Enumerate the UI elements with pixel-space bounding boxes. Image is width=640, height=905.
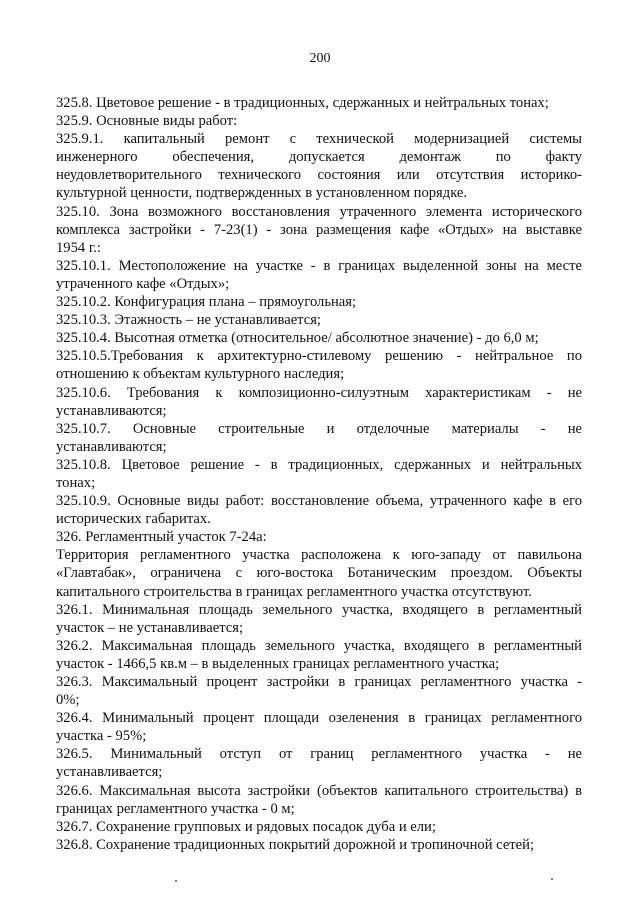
text-line: 325.10. Зона возможного восстановления утраченного элемента исторического	[56, 203, 582, 220]
text-line: культурной ценности, подтвержденных в установленном порядке.	[56, 185, 468, 202]
text-line: 1954 г.:	[56, 239, 101, 256]
text-line: устанавливаются;	[56, 438, 167, 455]
text-line: 325.10.2. Конфигурация плана – прямоугольная;	[56, 294, 357, 311]
text-line: 326.8. Сохранение традиционных покрытий дорожной и тропиночной сетей;	[56, 836, 535, 853]
text-line: 326.5. Минимальный отступ от границ регламентного участка - не	[56, 746, 582, 763]
text-line: 325.9.1. капитальный ремонт с технической модернизацией системы	[56, 131, 582, 148]
text-line: устанавливается;	[56, 764, 163, 781]
text-line: исторических габаритах.	[56, 511, 211, 528]
text-line: участок - 1466,5 кв.м – в выделенных границах регламентного участка;	[56, 655, 500, 672]
text-line: капитального строительства в границах регламентного участка отсутствуют.	[56, 583, 532, 600]
text-line: 325.10.6. Требования к композиционно-силуэтным характеристикам - не	[56, 384, 582, 401]
text-line: Территория регламентного участка расположена к юго-западу от павильона	[56, 547, 582, 564]
text-line: 326.2. Максимальная площадь земельного участка, входящего в регламентный	[56, 637, 582, 654]
scan-speck	[175, 880, 177, 882]
text-line: отношению к объектам культурного наследия;	[56, 366, 345, 383]
text-line: 326.1. Минимальная площадь земельного участка, входящего в регламентный	[56, 601, 582, 618]
text-line: 326.4. Минимальный процент площади озеленения в границах регламентного	[56, 710, 582, 727]
text-line: 325.9. Основные виды работ:	[56, 113, 238, 130]
text-line: 325.10.7. Основные строительные и отделочные материалы - не	[56, 420, 582, 437]
text-line: границах регламентного участка - 0 м;	[56, 800, 295, 817]
document-body	[56, 94, 582, 854]
page-number: 200	[309, 51, 331, 66]
text-line: 325.10.3. Этажность – не устанавливается;	[56, 312, 321, 329]
text-line: участок – не устанавливается;	[56, 619, 244, 636]
text-line: 0%;	[56, 692, 80, 709]
text-line: утраченного кафе «Отдых»;	[56, 275, 230, 292]
text-line: тонах;	[56, 474, 96, 491]
text-line: 325.10.1. Местоположение на участке - в границах выделенной зоны на месте	[56, 257, 582, 274]
text-line: 325.10.5.Требования к архитектурно-стилевому решению - нейтральное по	[56, 348, 582, 365]
text-line: 326. Регламентный участок 7-24а:	[56, 529, 267, 546]
scan-speck	[551, 878, 553, 880]
text-line: 326.3. Максимальный процент застройки в границах регламентного участка -	[56, 674, 582, 690]
text-line: 325.8. Цветовое решение - в традиционных, сдержанных и нейтральных тонах;	[56, 95, 549, 111]
text-line: «Главтабак», ограничена с юго-востока Ботаническим проездом. Объекты	[56, 565, 582, 582]
text-line: 325.10.4. Высотная отметка (относительное/ абсолютное значение) - до 6,0 м;	[56, 330, 539, 347]
text-line: 325.10.8. Цветовое решение - в традиционных, сдержанных и нейтральных	[56, 456, 582, 473]
text-line: 326.7. Сохранение групповых и рядовых посадок дуба и ели;	[56, 818, 436, 835]
text-line: комплекса застройки - 7-23(1) - зона размещения кафе «Отдых» на выставке	[56, 221, 582, 238]
text-line: 326.6. Максимальная высота застройки (объектов капитального строительства) в	[56, 782, 582, 799]
text-line: инженерного обеспечения, допускается демонтаж по факту	[56, 149, 582, 166]
text-line: устанавливаются;	[56, 402, 167, 419]
text-line: 325.10.9. Основные виды работ: восстановление объема, утраченного кафе в его	[56, 493, 582, 510]
text-line: неудовлетворительного технического состояния или отсутствия историко-	[56, 167, 582, 184]
text-line: участка - 95%;	[56, 728, 147, 745]
